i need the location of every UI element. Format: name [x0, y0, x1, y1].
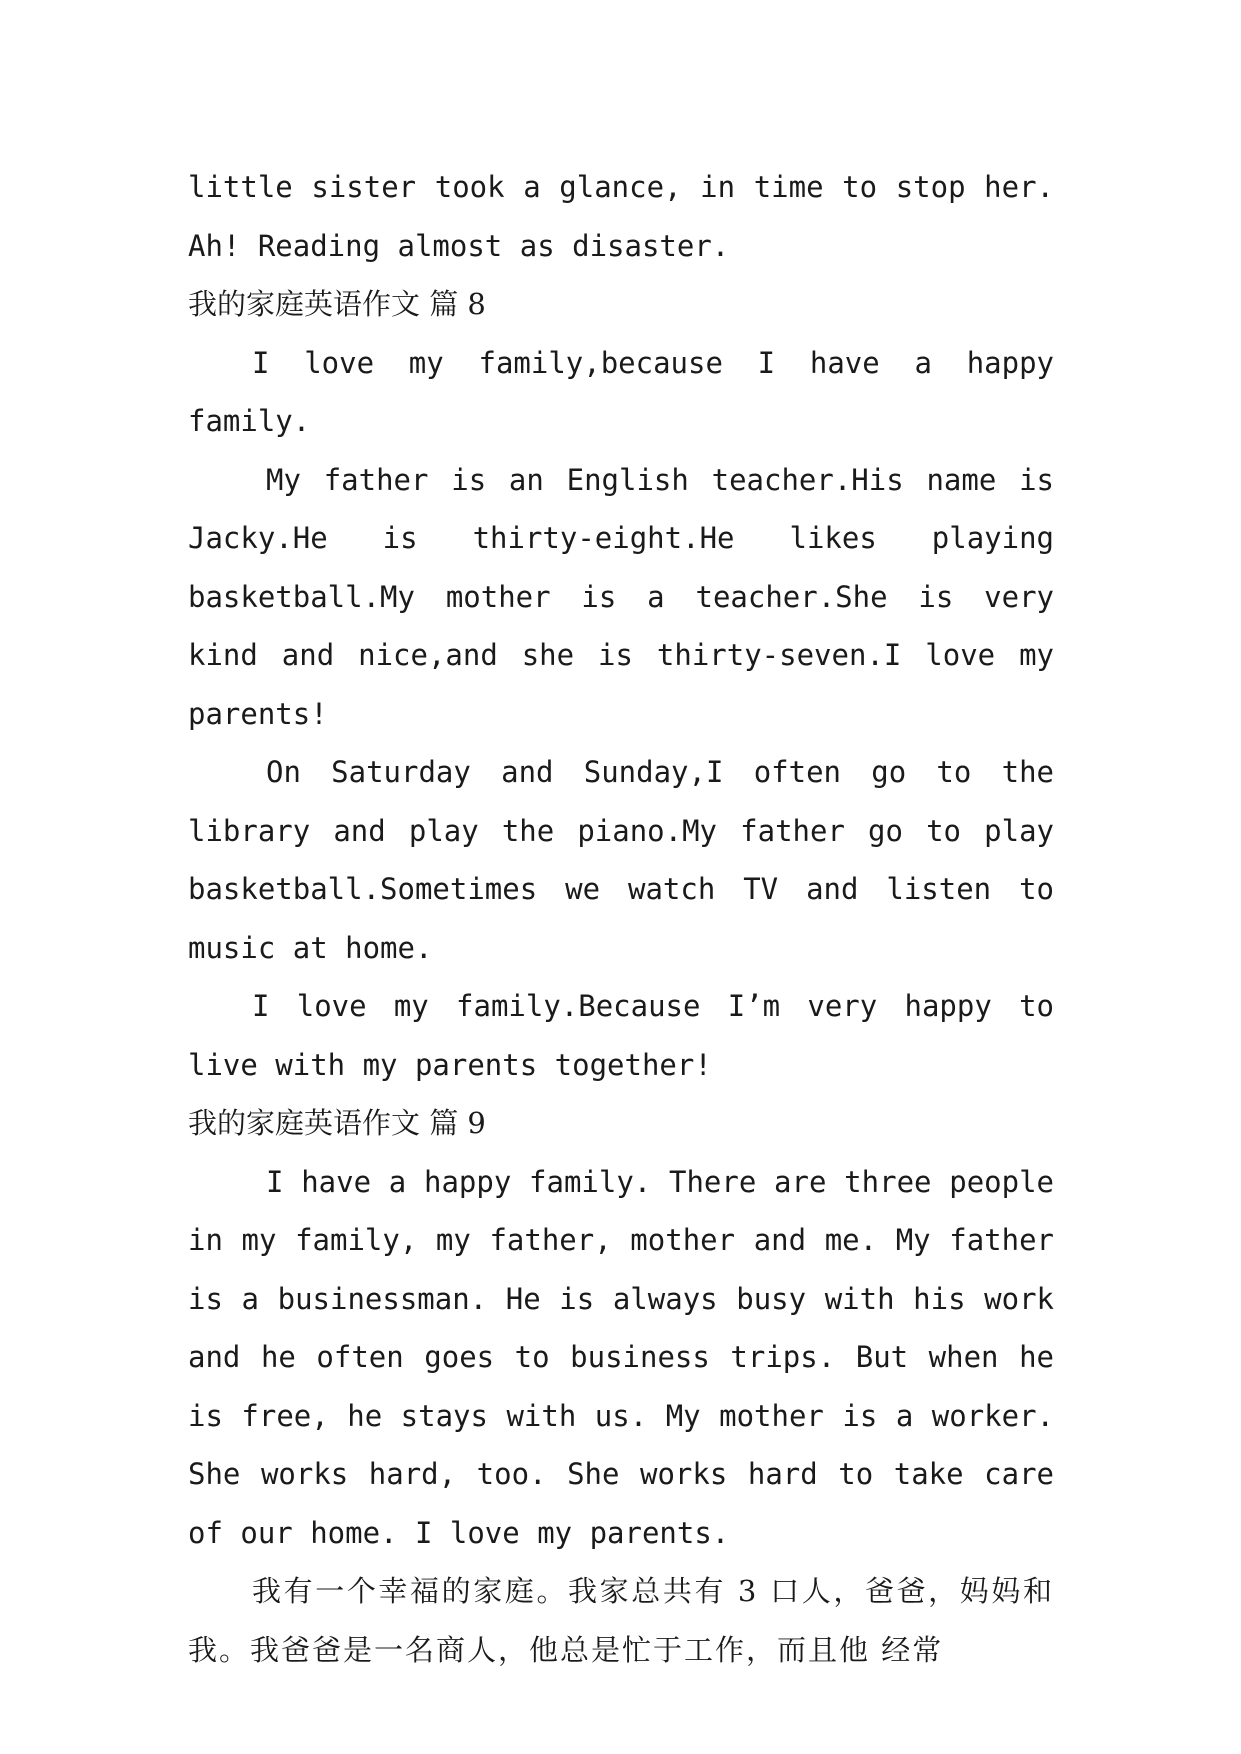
section-heading-8: 我的家庭英语作文 篇 8 — [188, 287, 486, 321]
document-page — [188, 158, 1054, 1679]
paragraph-9-2: 我有一个幸福的家庭。我家总共有 3 口人，爸爸，妈妈和我。我爸爸是一名商人，他总是忙于工作，而且他 经常 — [188, 1574, 1054, 1667]
paragraph-8-1: I love my family,because I have a happy family. — [188, 345, 1054, 438]
paragraph-fragment: little sister took a glance, in time to stop her. Ah! Reading almost as disaster. — [188, 170, 1054, 263]
paragraph-8-2: My father is an English teacher.His name is Jacky.He is thirty-eight.He likes playing basketball.My mother is a teacher.She is very kind and nice,and she is thirty-seven.I love my parents! — [188, 462, 1054, 731]
paragraph-8-3: On Saturday and Sunday,I often go to the library and play the piano.My father go to play basketball.Sometimes we watch TV and listen to music at home. — [188, 755, 1054, 965]
paragraph-9-1: I have a happy family. There are three people in my family, my father, mother and me. My father is a businessman. He is always busy with his work and he often goes to business trips. But when he is free, he stays with us. My mother is a worker. She works hard, too. She works hard to take care of our home. I love my parents. — [188, 1164, 1054, 1550]
section-heading-9: 我的家庭英语作文 篇 9 — [188, 1106, 486, 1140]
paragraph-8-4: I love my family.Because I’m very happy to live with my parents together! — [188, 989, 1054, 1082]
